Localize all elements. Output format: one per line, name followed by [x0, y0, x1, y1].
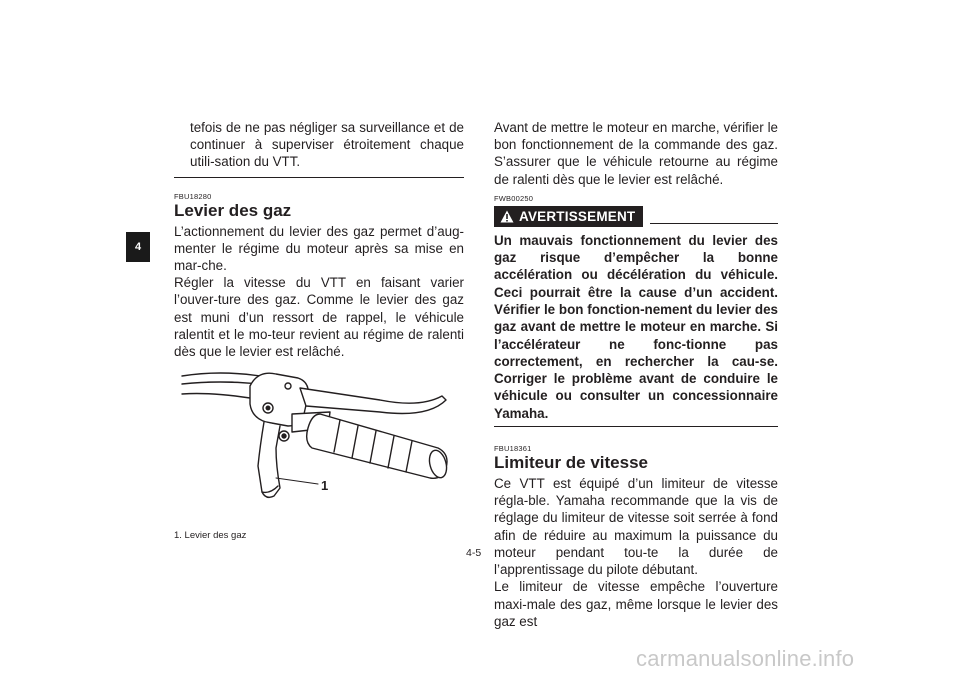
- callout-leader: [276, 478, 318, 484]
- warning-header-rule: [650, 223, 778, 224]
- chapter-tab: [126, 232, 150, 262]
- figure-caption: 1. Levier des gaz: [174, 530, 247, 541]
- section-title-speed-limiter: Limiteur de vitesse: [494, 453, 649, 473]
- warning-text: Un mauvais fonctionnement du levier des gaz risque d’empêcher la bonne accélération ou décélération du véhicule. Ceci pourrait être la cause d’un accident. Vérifier le bon fonction-nement du levier des gaz avant de mettre le moteur en marche. Si l’accélérateur ne fonc-tionne pas correctement, en rechercher la cau-se. Corriger le problème avant de conduire le véhicule ou consulter un concessionnaire Yamaha.: [494, 232, 778, 421]
- warning-triangle-icon: [500, 210, 514, 223]
- throttle-lever-illustration: [180, 356, 465, 516]
- check-throttle-paragraph: Avant de mettre le moteur en marche, vérifier le bon fonctionnement de la commande des gaz. S’assurer que le véhicule retourne au régime de ralenti dès que le levier est relâché.: [494, 120, 778, 187]
- page-number: 4-5: [466, 547, 482, 559]
- cable-top: [182, 373, 266, 378]
- continuation-text: tefois de ne pas négliger sa surveillance et de continuer à superviser étroitement chaque utili-sation du VTT.: [190, 120, 464, 170]
- right-column: [494, 119, 778, 630]
- cable-middle: [182, 382, 260, 384]
- warning-header: [494, 206, 778, 227]
- warning-bottom-rule: [494, 426, 778, 427]
- throttle-paragraph-2: Régler la vitesse du VTT en faisant varier l’ouver-ture des gaz. Comme le levier des gaz est muni d’un ressort de rappel, le véhicule ralentit et le mo-teur revient au régime de ralenti dès que le levier est relâché.: [174, 275, 464, 360]
- warning-label: AVERTISSEMENT: [519, 208, 636, 224]
- section-divider: [174, 177, 464, 178]
- throttle-lever: [258, 422, 280, 497]
- figure-callout-1: 1: [321, 478, 329, 493]
- section-title-throttle: Levier des gaz: [174, 200, 292, 220]
- chapter-tab-label: 4: [134, 241, 142, 253]
- warning-code: FWB00250: [494, 193, 534, 203]
- throttle-paragraph-1: L’actionnement du levier des gaz permet d’aug-menter le régime du moteur après sa mise en mar-che.: [174, 223, 464, 274]
- left-column: [174, 119, 464, 360]
- brake-lever: [300, 388, 446, 414]
- cable-bottom: [182, 394, 250, 399]
- watermark: carmanualsonline.info: [636, 646, 855, 671]
- section-code: FBU18280: [174, 191, 212, 201]
- section-code-2: FBU18361: [494, 444, 532, 454]
- grip: [307, 414, 447, 478]
- warning-badge: [494, 206, 643, 227]
- limiter-paragraph-1: Ce VTT est équipé d’un limiteur de vitesse régla-ble. Yamaha recommande que la vis de réglage du limiteur de vitesse soit serrée à fond afin de réduire au maximum la puissance du moteur pendant tou-te la durée de l’apprentissage du pilote débutant.: [494, 476, 778, 578]
- limiter-paragraph-2: Le limiteur de vitesse empêche l’ouverture maxi-male des gaz, même lorsque le levier des gaz est: [494, 579, 778, 629]
